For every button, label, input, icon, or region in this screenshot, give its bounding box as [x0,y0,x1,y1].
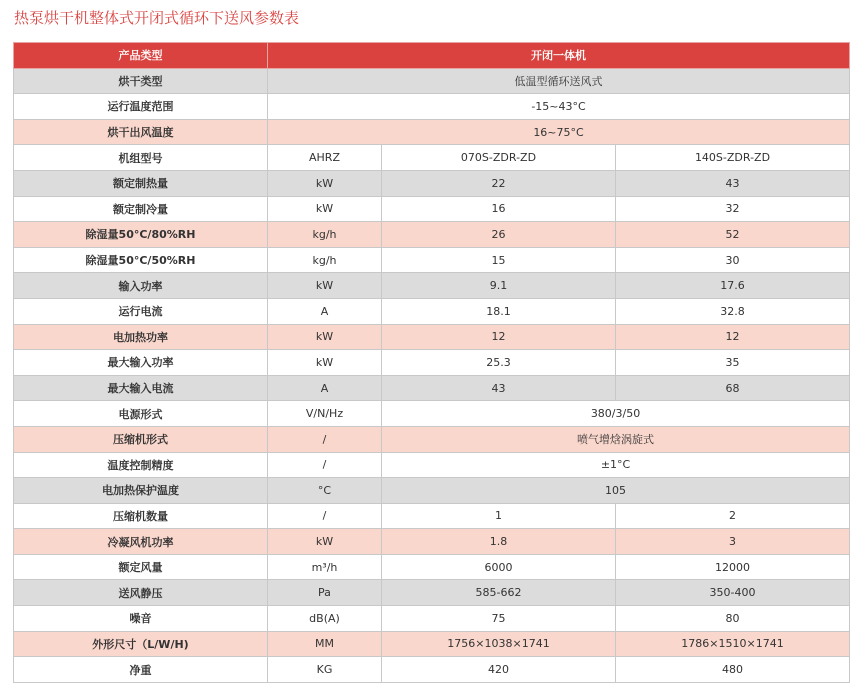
row-value-1: 75 [382,606,616,632]
row-value-2: 52 [616,222,850,248]
table-row [14,478,850,504]
table-row [14,554,850,580]
row-value-1: 585-662 [382,580,616,606]
row-label: 运行温度范围 [14,94,268,120]
row-label: 外形尺寸（L/W/H) [14,631,268,657]
row-unit: kg/h [268,247,382,273]
table-row [14,350,850,376]
row-value-1: 25.3 [382,350,616,376]
row-value-1: 18.1 [382,298,616,324]
row-unit: KG [268,657,382,683]
row-label: 最大输入功率 [14,350,268,376]
row-label: 电加热功率 [14,324,268,350]
row-value-1: 26 [382,222,616,248]
row-unit: A [268,298,382,324]
row-value-2: 350-400 [616,580,850,606]
table-row [14,222,850,248]
table-row [14,426,850,452]
model-row [14,145,850,171]
row-label: 噪音 [14,606,268,632]
row-unit: kg/h [268,222,382,248]
row-value-2: 30 [616,247,850,273]
row-label: 机组型号 [14,145,268,171]
row-label: 电源形式 [14,401,268,427]
row-label: 电加热保护温度 [14,478,268,504]
row-label: 压缩机形式 [14,426,268,452]
row-unit: / [268,426,382,452]
row-value-2: 32 [616,196,850,222]
row-unit: V/N/Hz [268,401,382,427]
row-label: 压缩机数量 [14,503,268,529]
table-row [14,580,850,606]
table-row [14,170,850,196]
row-label: 输入功率 [14,273,268,299]
model-1: 070S-ZDR-ZD [382,145,616,171]
row-value-2: 12 [616,324,850,350]
row-value-2: 68 [616,375,850,401]
row-unit: kW [268,170,382,196]
table-row [14,324,850,350]
header-product-value: 开闭一体机 [268,43,850,69]
table-row [14,94,850,120]
row-value-1: 43 [382,375,616,401]
row-value-1: 15 [382,247,616,273]
row-label: 运行电流 [14,298,268,324]
table-row [14,375,850,401]
row-value-2: 2 [616,503,850,529]
table-row [14,273,850,299]
table-row [14,401,850,427]
row-unit: / [268,452,382,478]
row-value: 低温型循环送风式 [268,68,850,94]
table-row [14,631,850,657]
table-header-row [14,43,850,69]
row-unit: °C [268,478,382,504]
table-row [14,247,850,273]
header-product-type: 产品类型 [14,43,268,69]
row-value: -15~43°C [268,94,850,120]
row-value-1: 1.8 [382,529,616,555]
row-value-merged: ±1°C [382,452,850,478]
row-unit: kW [268,196,382,222]
table-row [14,298,850,324]
row-value-1: 16 [382,196,616,222]
row-label: 额定风量 [14,554,268,580]
model-2: 140S-ZDR-ZD [616,145,850,171]
row-unit: kW [268,324,382,350]
table-row [14,529,850,555]
row-value-merged: 喷气增焓涡旋式 [382,426,850,452]
row-label: 除湿量50°C/50%RH [14,247,268,273]
row-value-2: 1786×1510×1741 [616,631,850,657]
row-value-1: 420 [382,657,616,683]
row-value-2: 32.8 [616,298,850,324]
row-label: 额定制冷量 [14,196,268,222]
row-value-2: 480 [616,657,850,683]
table-row [14,452,850,478]
row-value-1: 12 [382,324,616,350]
table-row [14,606,850,632]
row-value-2: 43 [616,170,850,196]
row-unit: MM [268,631,382,657]
row-value-merged: 105 [382,478,850,504]
spec-table-body [14,43,850,683]
row-value-1: 1 [382,503,616,529]
row-value-2: 35 [616,350,850,376]
row-unit: dB(A) [268,606,382,632]
row-label: 温度控制精度 [14,452,268,478]
row-value: 16~75°C [268,119,850,145]
spec-table [13,42,850,683]
row-label: 冷凝风机功率 [14,529,268,555]
row-label: 最大输入电流 [14,375,268,401]
page-title: 热泵烘干机整体式开闭式循环下送风参数表 [14,9,300,27]
row-label: 额定制热量 [14,170,268,196]
row-label: 烘干类型 [14,68,268,94]
row-unit: Pa [268,580,382,606]
row-value-1: 6000 [382,554,616,580]
row-unit: / [268,503,382,529]
row-value-2: 80 [616,606,850,632]
row-unit: kW [268,350,382,376]
row-label: 送风静压 [14,580,268,606]
row-unit: kW [268,273,382,299]
row-value-2: 17.6 [616,273,850,299]
row-value-merged: 380/3/50 [382,401,850,427]
row-unit: kW [268,529,382,555]
row-value-2: 12000 [616,554,850,580]
table-row [14,503,850,529]
table-row [14,657,850,683]
row-unit: A [268,375,382,401]
table-row [14,196,850,222]
row-value-2: 3 [616,529,850,555]
row-value-1: 9.1 [382,273,616,299]
row-label: 净重 [14,657,268,683]
table-row [14,119,850,145]
row-unit: m³/h [268,554,382,580]
table-row [14,68,850,94]
row-value-1: 1756×1038×1741 [382,631,616,657]
row-unit: AHRZ [268,145,382,171]
row-value-1: 22 [382,170,616,196]
row-label: 烘干出风温度 [14,119,268,145]
row-label: 除湿量50°C/80%RH [14,222,268,248]
